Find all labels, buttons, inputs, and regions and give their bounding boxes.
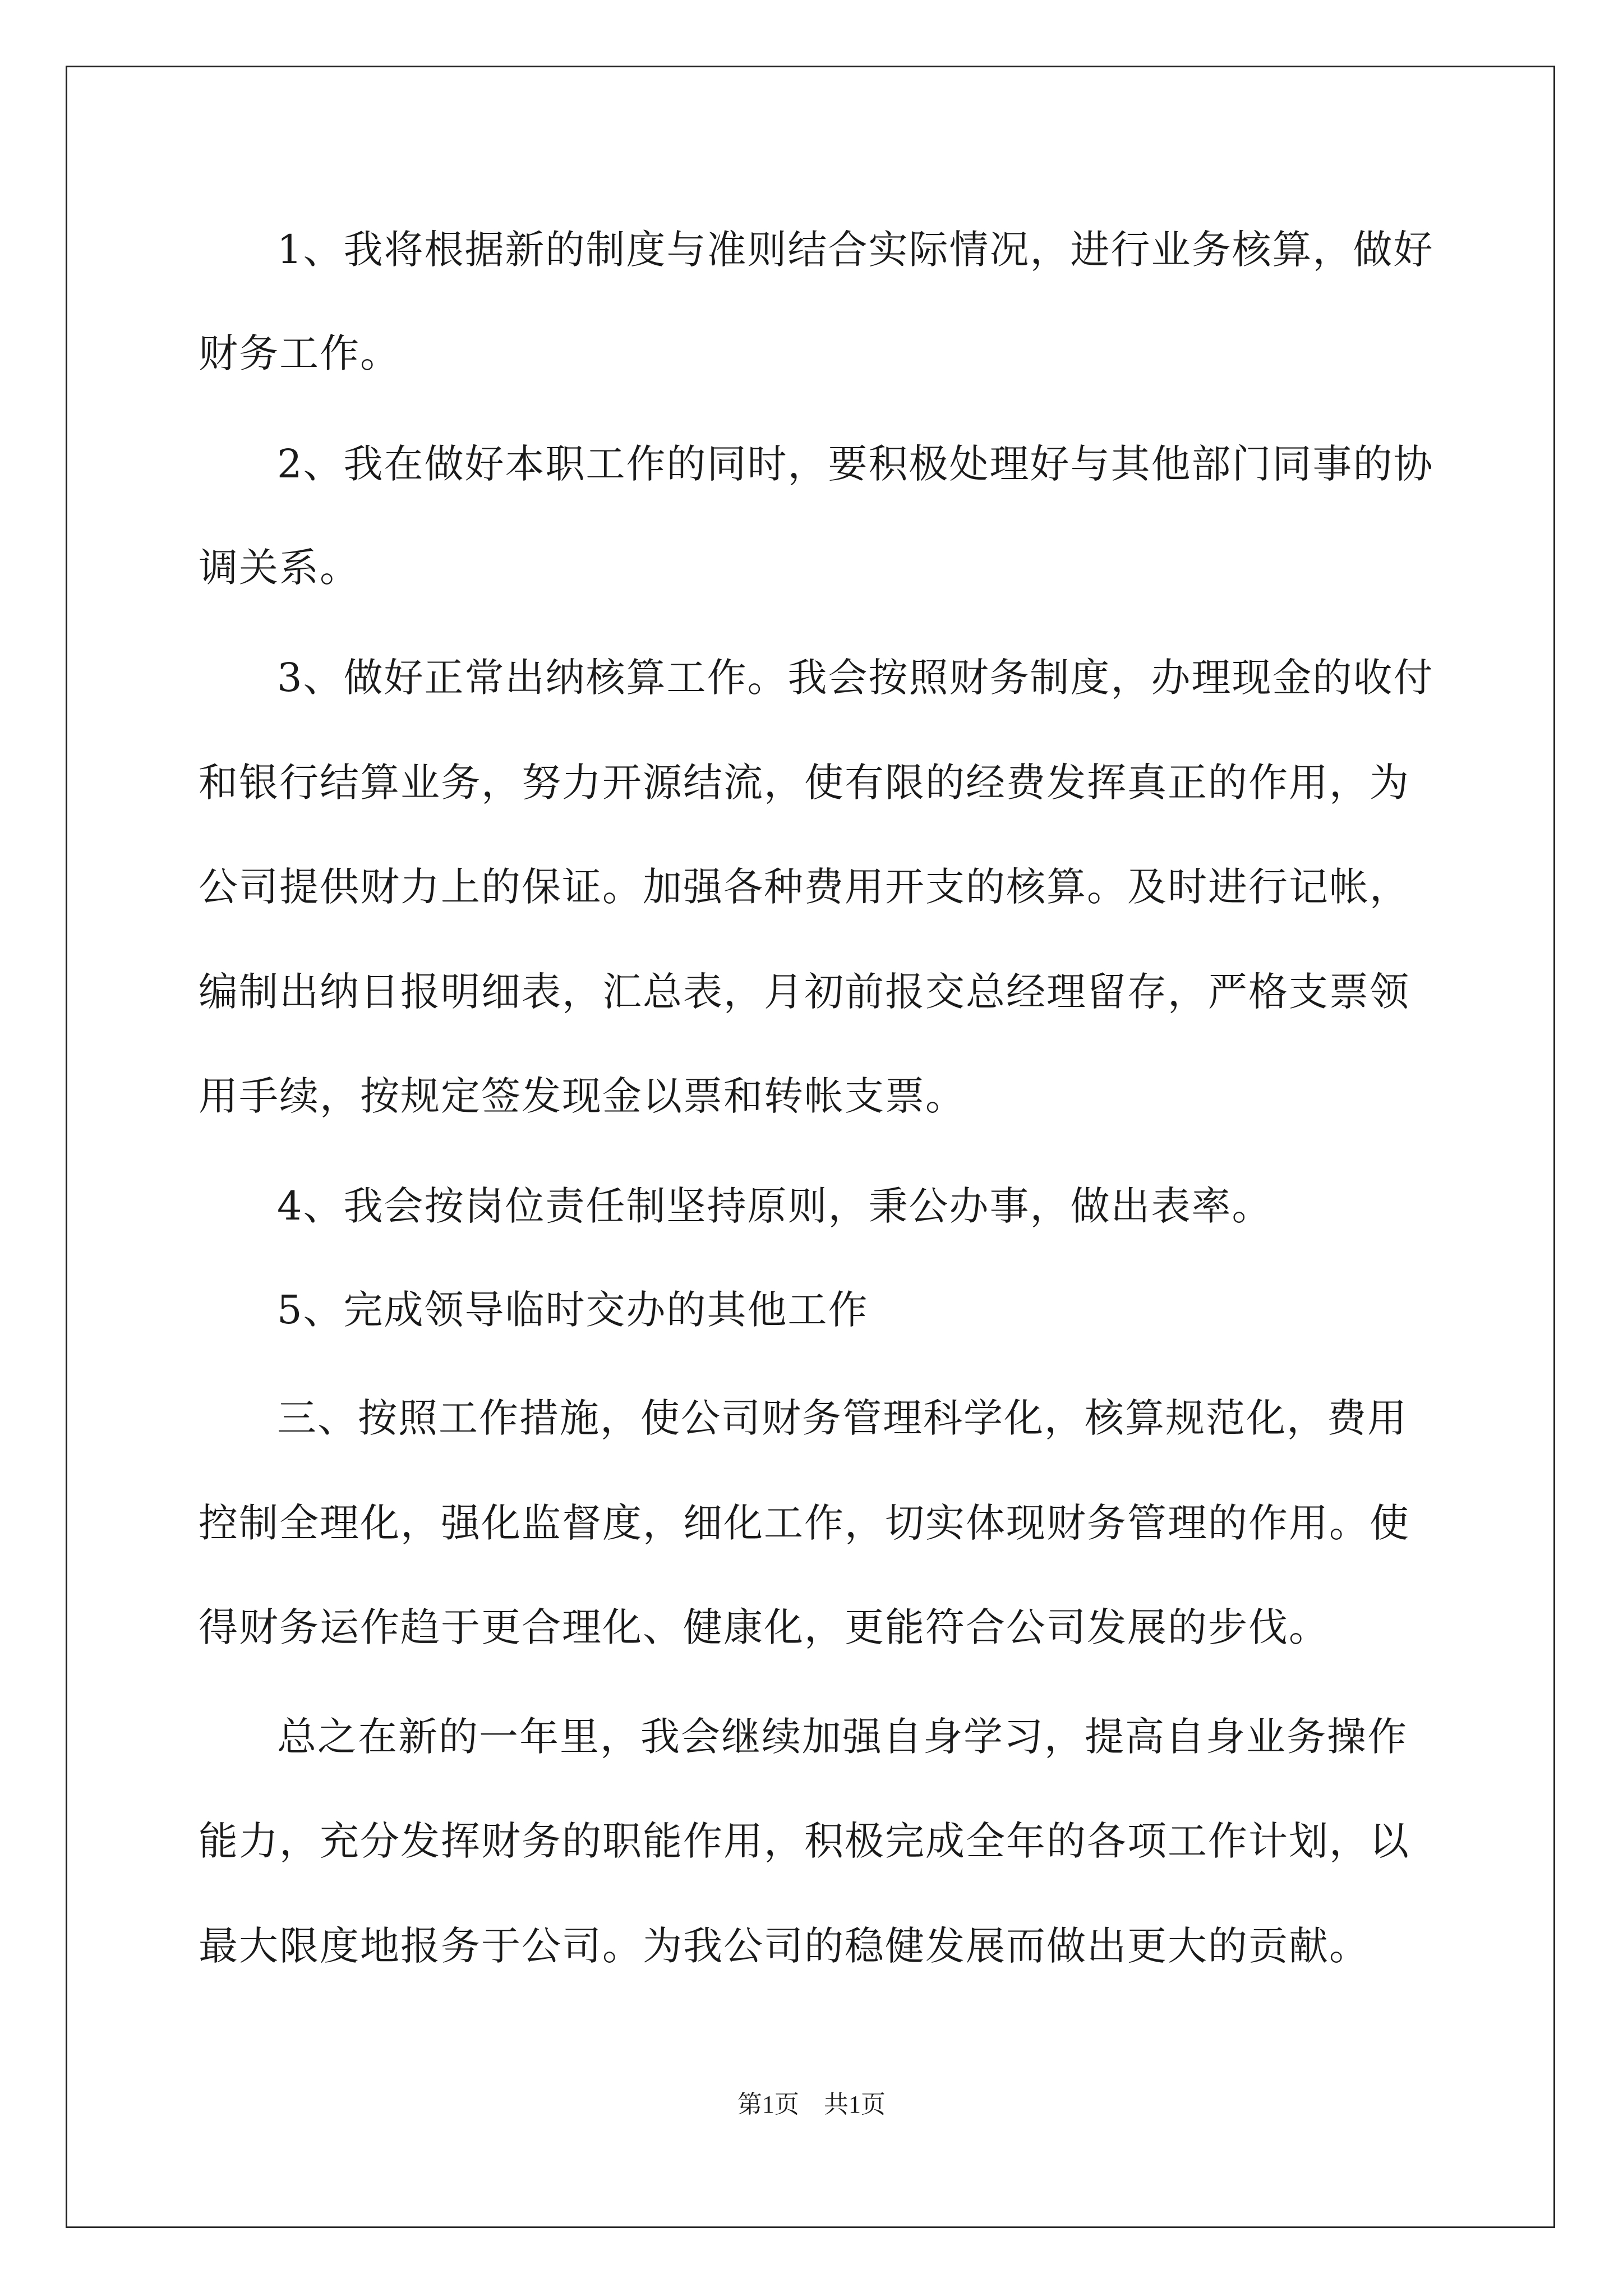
paragraph-1-line-1: 1、我将根据新的制度与准则结合实际情况，进行业务核算，做好 — [277, 227, 1434, 273]
paragraph-6-line-1: 三、按照工作措施，使公司财务管理科学化，核算规范化，费用 — [277, 1395, 1408, 1441]
paragraph-3-line-2: 和银行结算业务，努力开源结流，使有限的经费发挥真正的作用，为 — [199, 760, 1410, 806]
paragraph-7-line-1: 总之在新的一年里，我会继续加强自身学习，提高自身业务操作 — [277, 1714, 1408, 1760]
paragraph-2-line-2: 调关系。 — [199, 545, 360, 591]
paragraph-3-line-1: 3、做好正常出纳核算工作。我会按照财务制度，办理现金的收付 — [277, 655, 1434, 701]
paragraph-3-line-3: 公司提供财力上的保证。加强各种费用开支的核算。及时进行记帐， — [199, 864, 1410, 910]
paragraph-1-line-2: 财务工作。 — [199, 330, 400, 376]
paragraph-4-line-1: 4、我会按岗位责任制坚持原则，秉公办事，做出表率。 — [277, 1183, 1272, 1229]
paragraph-6-line-2: 控制全理化，强化监督度，细化工作，切实体现财务管理的作用。使 — [199, 1500, 1410, 1546]
paragraph-3-line-5: 用手续，按规定签发现金以票和转帐支票。 — [199, 1073, 966, 1119]
page-border — [66, 66, 1555, 2228]
paragraph-5-line-1: 5、完成领导临时交办的其他工作 — [277, 1287, 869, 1333]
paragraph-7-line-2: 能力，充分发挥财务的职能作用，积极完成全年的各项工作计划，以 — [199, 1818, 1410, 1864]
page-number-footer: 第1页 共1页 — [737, 2091, 886, 2118]
paragraph-3-line-4: 编制出纳日报明细表，汇总表，月初前报交总经理留存，严格支票领 — [199, 969, 1410, 1015]
paragraph-2-line-1: 2、我在做好本职工作的同时，要积极处理好与其他部门同事的协 — [277, 441, 1434, 487]
paragraph-6-line-3: 得财务运作趋于更合理化、健康化，更能符合公司发展的步伐。 — [199, 1604, 1329, 1650]
paragraph-7-line-3: 最大限度地报务于公司。为我公司的稳健发展而做出更大的贡献。 — [199, 1923, 1370, 1969]
